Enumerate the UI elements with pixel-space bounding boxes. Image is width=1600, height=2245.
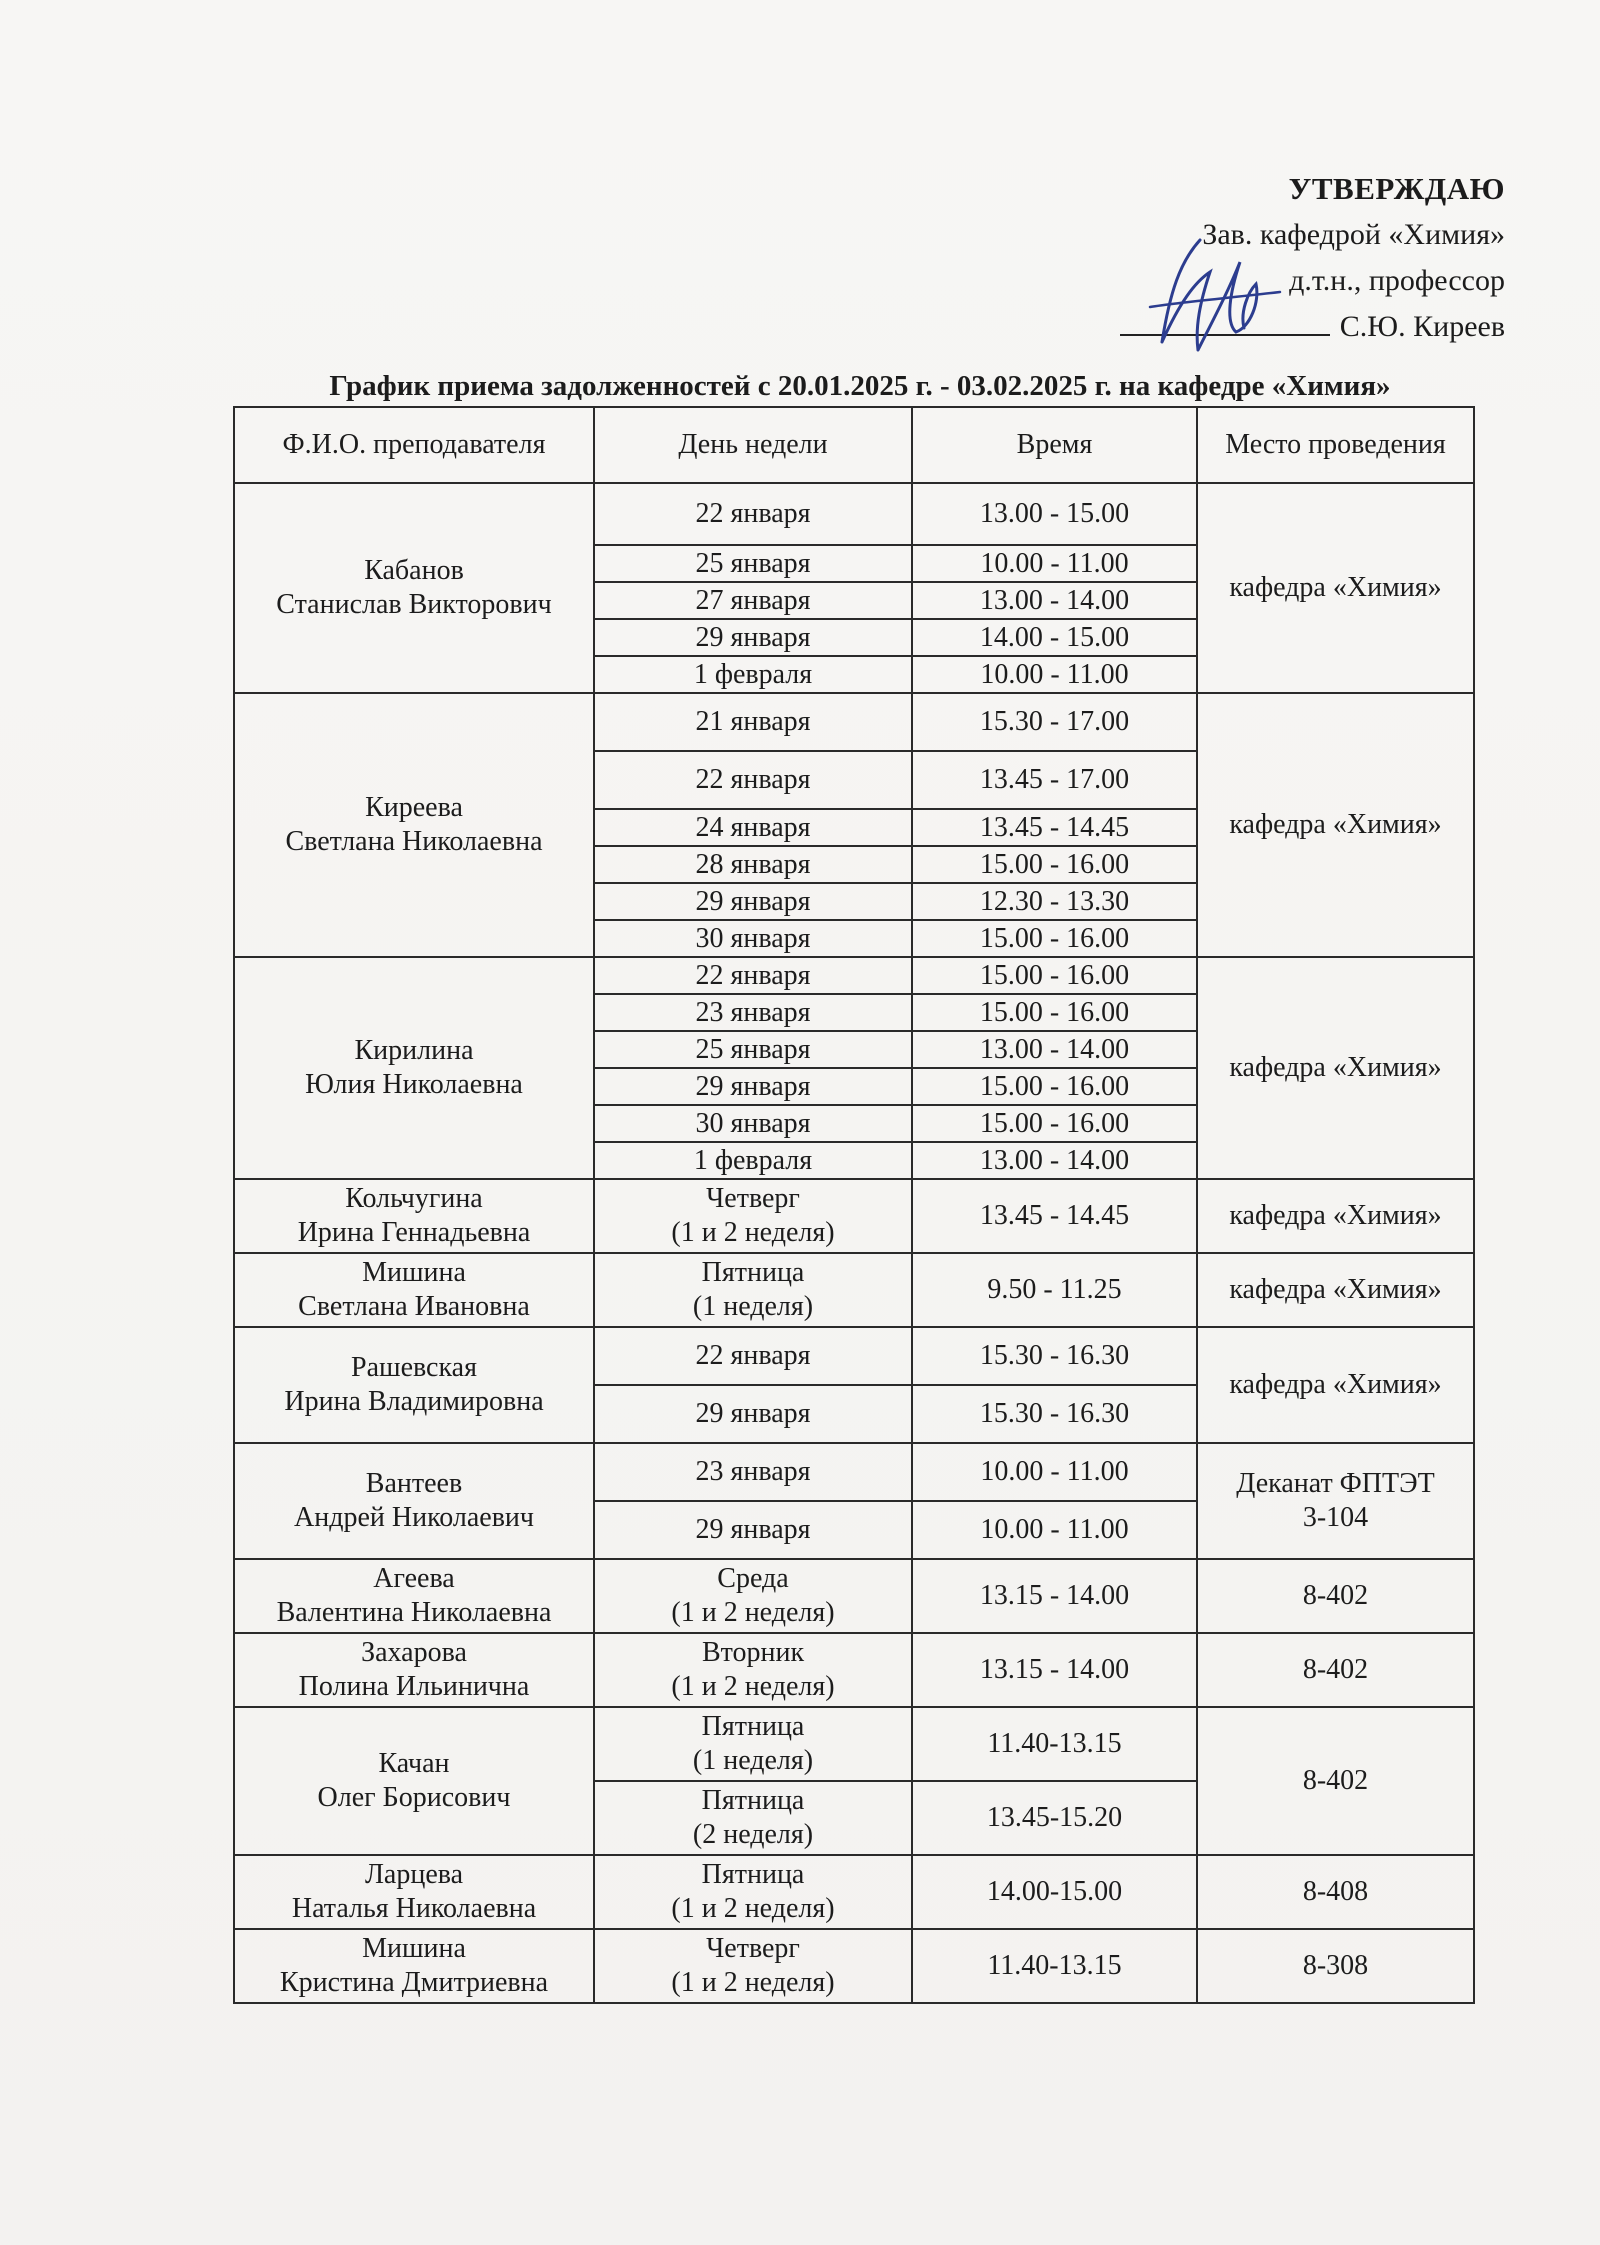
day-line: (1 неделя) bbox=[692, 1745, 814, 1776]
teacher-name-line: Валентина Николаевна bbox=[276, 1597, 552, 1628]
time-cell: 14.00-15.00 bbox=[912, 1855, 1197, 1929]
day-line: 25 января bbox=[695, 1033, 811, 1065]
day-line: 22 января bbox=[695, 764, 811, 795]
approval-signer: С.Ю. Киреев bbox=[1339, 310, 1505, 343]
time-cell: 15.30 - 16.30 bbox=[912, 1385, 1197, 1443]
day-line: Четверг bbox=[706, 1183, 800, 1214]
day-line: 29 января bbox=[695, 885, 811, 917]
day-line: 1 февраля bbox=[693, 658, 813, 690]
teacher-name bbox=[234, 1327, 594, 1443]
column-header: Время bbox=[912, 407, 1197, 483]
teacher-name-line: Наталья Николаевна bbox=[291, 1893, 537, 1924]
day-line: 29 января bbox=[695, 1398, 811, 1429]
time-cell: 13.45 - 14.45 bbox=[912, 1179, 1197, 1253]
time-cell: 9.50 - 11.25 bbox=[912, 1253, 1197, 1327]
teacher-name-line: Ирина Геннадьевна bbox=[297, 1217, 531, 1248]
day-line: 30 января bbox=[695, 922, 811, 954]
table-row bbox=[234, 1179, 1474, 1253]
time-cell: 15.00 - 16.00 bbox=[912, 994, 1197, 1031]
time-cell: 13.15 - 14.00 bbox=[912, 1559, 1197, 1633]
teacher-name bbox=[234, 1855, 594, 1929]
table-row bbox=[234, 1327, 1474, 1385]
day-cell bbox=[594, 846, 912, 883]
day-line: Среда bbox=[717, 1563, 789, 1594]
place-cell: кафедра «Химия» bbox=[1197, 1327, 1474, 1443]
teacher-name-line: Олег Борисович bbox=[317, 1782, 511, 1813]
table-row bbox=[234, 693, 1474, 751]
time-cell: 14.00 - 15.00 bbox=[912, 619, 1197, 656]
day-cell bbox=[594, 1327, 912, 1385]
teacher-name-line: Кристина Дмитриевна bbox=[279, 1967, 549, 1998]
teacher-name bbox=[234, 693, 594, 957]
teacher-name-line: Кольчугина bbox=[345, 1183, 483, 1214]
day-cell bbox=[594, 957, 912, 994]
teacher-name bbox=[234, 1929, 594, 2003]
teacher-name-line: Мишина bbox=[362, 1933, 466, 1964]
day-line: (2 неделя) bbox=[692, 1819, 814, 1850]
day-cell bbox=[594, 1031, 912, 1068]
day-line: 22 января bbox=[695, 959, 811, 991]
day-line: (1 и 2 неделя) bbox=[671, 1217, 835, 1248]
teacher-name-line: Кабанов bbox=[364, 555, 464, 586]
time-cell: 15.00 - 16.00 bbox=[912, 957, 1197, 994]
day-cell bbox=[594, 883, 912, 920]
teacher-name-line: Захарова bbox=[361, 1637, 467, 1668]
day-line: (1 и 2 неделя) bbox=[671, 1967, 835, 1998]
day-cell bbox=[594, 1105, 912, 1142]
time-cell: 13.00 - 14.00 bbox=[912, 1142, 1197, 1179]
day-cell bbox=[594, 1253, 912, 1327]
teacher-name-line: Андрей Николаевич bbox=[294, 1502, 534, 1533]
place-cell: 8-402 bbox=[1197, 1633, 1474, 1707]
table-row bbox=[234, 483, 1474, 545]
time-cell: 10.00 - 11.00 bbox=[912, 1501, 1197, 1559]
day-line: (1 и 2 неделя) bbox=[671, 1597, 835, 1628]
day-line: 25 января bbox=[695, 547, 811, 579]
teacher-name-line: Светлана Ивановна bbox=[298, 1291, 530, 1322]
place-line: Деканат ФПТЭТ bbox=[1236, 1468, 1435, 1499]
teacher-name-line: Вантеев bbox=[365, 1468, 463, 1499]
place-cell bbox=[1197, 1443, 1474, 1559]
teacher-name bbox=[234, 1443, 594, 1559]
day-line: 24 января bbox=[695, 811, 811, 843]
teacher-name-line: Мишина bbox=[362, 1257, 466, 1288]
place-cell: кафедра «Химия» bbox=[1197, 1179, 1474, 1253]
day-line: (1 и 2 неделя) bbox=[671, 1671, 835, 1702]
day-cell bbox=[594, 1781, 912, 1855]
time-cell: 11.40-13.15 bbox=[912, 1929, 1197, 2003]
day-cell bbox=[594, 1855, 912, 1929]
teacher-name-line: Агеева bbox=[373, 1563, 455, 1594]
day-cell bbox=[594, 809, 912, 846]
day-line: 22 января bbox=[695, 498, 811, 529]
place-line: 3-104 bbox=[1302, 1502, 1369, 1533]
day-line: 28 января bbox=[695, 848, 811, 880]
teacher-name-line: Полина Ильинична bbox=[298, 1671, 530, 1702]
column-header: Ф.И.О. преподавателя bbox=[234, 407, 594, 483]
time-cell: 15.00 - 16.00 bbox=[912, 1068, 1197, 1105]
teacher-name-line: Кирилина bbox=[354, 1035, 474, 1066]
day-line: Четверг bbox=[706, 1933, 800, 1964]
teacher-name bbox=[234, 1253, 594, 1327]
day-cell bbox=[594, 656, 912, 693]
table-row bbox=[234, 1633, 1474, 1707]
teacher-name bbox=[234, 1707, 594, 1855]
teacher-name bbox=[234, 957, 594, 1179]
place-cell: 8-402 bbox=[1197, 1707, 1474, 1855]
day-line: Пятница bbox=[701, 1711, 805, 1742]
approval-position: Зав. кафедрой «Химия» bbox=[1202, 218, 1505, 251]
time-cell: 11.40-13.15 bbox=[912, 1707, 1197, 1781]
day-line: 21 января bbox=[695, 706, 811, 737]
day-line: Пятница bbox=[701, 1859, 805, 1890]
time-cell: 13.00 - 14.00 bbox=[912, 582, 1197, 619]
place-cell: кафедра «Химия» bbox=[1197, 693, 1474, 957]
teacher-name-line: Станислав Викторович bbox=[276, 589, 552, 620]
day-line: Вторник bbox=[701, 1637, 805, 1668]
document-title: График приема задолженностей с 20.01.2025 г. - 03.02.2025 г. на кафедре «Химия» bbox=[329, 370, 1391, 402]
day-line: 30 января bbox=[695, 1107, 811, 1139]
column-header: Место проведения bbox=[1197, 407, 1474, 483]
place-cell: кафедра «Химия» bbox=[1197, 483, 1474, 693]
day-cell bbox=[594, 751, 912, 809]
time-cell: 13.45-15.20 bbox=[912, 1781, 1197, 1855]
time-cell: 10.00 - 11.00 bbox=[912, 545, 1197, 582]
time-cell: 13.00 - 14.00 bbox=[912, 1031, 1197, 1068]
day-cell bbox=[594, 1501, 912, 1559]
table-header-row bbox=[234, 407, 1474, 483]
teacher-name bbox=[234, 1633, 594, 1707]
teacher-name bbox=[234, 483, 594, 693]
time-cell: 15.30 - 16.30 bbox=[912, 1327, 1197, 1385]
day-line: 29 января bbox=[695, 1514, 811, 1545]
time-cell: 13.45 - 17.00 bbox=[912, 751, 1197, 809]
teacher-name-line: Светлана Николаевна bbox=[285, 826, 543, 857]
table-row bbox=[234, 1855, 1474, 1929]
day-line: (1 и 2 неделя) bbox=[671, 1893, 835, 1924]
place-cell: 8-308 bbox=[1197, 1929, 1474, 2003]
table-row bbox=[234, 1253, 1474, 1327]
time-cell: 15.00 - 16.00 bbox=[912, 846, 1197, 883]
time-cell: 15.30 - 17.00 bbox=[912, 693, 1197, 751]
day-cell bbox=[594, 619, 912, 656]
time-cell: 13.15 - 14.00 bbox=[912, 1633, 1197, 1707]
day-line: 1 февраля bbox=[693, 1144, 813, 1176]
day-cell bbox=[594, 693, 912, 751]
place-cell: 8-402 bbox=[1197, 1559, 1474, 1633]
day-line: 23 января bbox=[695, 1456, 811, 1487]
teacher-name bbox=[234, 1179, 594, 1253]
day-cell bbox=[594, 582, 912, 619]
table-row bbox=[234, 1443, 1474, 1501]
day-cell bbox=[594, 1633, 912, 1707]
time-cell: 15.00 - 16.00 bbox=[912, 1105, 1197, 1142]
day-line: 22 января bbox=[695, 1340, 811, 1371]
teacher-name-line: Юлия Николаевна bbox=[305, 1069, 523, 1100]
day-cell bbox=[594, 1179, 912, 1253]
day-line: 29 января bbox=[695, 1070, 811, 1102]
table-row bbox=[234, 1707, 1474, 1781]
place-cell: кафедра «Химия» bbox=[1197, 1253, 1474, 1327]
time-cell: 15.00 - 16.00 bbox=[912, 920, 1197, 957]
approval-degree: д.т.н., профессор bbox=[1289, 264, 1505, 297]
day-line: (1 неделя) bbox=[692, 1291, 814, 1322]
teacher-name bbox=[234, 1559, 594, 1633]
time-cell: 13.45 - 14.45 bbox=[912, 809, 1197, 846]
column-header: День недели bbox=[594, 407, 912, 483]
day-cell bbox=[594, 545, 912, 582]
teacher-name-line: Киреева bbox=[365, 792, 463, 823]
day-line: 29 января bbox=[695, 621, 811, 653]
approval-heading: УТВЕРЖДАЮ bbox=[1288, 171, 1505, 206]
day-cell bbox=[594, 483, 912, 545]
time-cell: 10.00 - 11.00 bbox=[912, 656, 1197, 693]
day-line: Пятница bbox=[701, 1257, 805, 1288]
time-cell: 10.00 - 11.00 bbox=[912, 1443, 1197, 1501]
teacher-name-line: Качан bbox=[378, 1748, 450, 1779]
day-cell bbox=[594, 1142, 912, 1179]
time-cell: 13.00 - 15.00 bbox=[912, 483, 1197, 545]
teacher-name-line: Рашевская bbox=[351, 1352, 477, 1383]
day-cell bbox=[594, 920, 912, 957]
day-line: 27 января bbox=[695, 584, 811, 616]
table-row bbox=[234, 1929, 1474, 2003]
place-cell: кафедра «Химия» bbox=[1197, 957, 1474, 1179]
teacher-name-line: Ларцева bbox=[364, 1859, 464, 1890]
time-cell: 12.30 - 13.30 bbox=[912, 883, 1197, 920]
day-cell bbox=[594, 1707, 912, 1781]
place-cell: 8-408 bbox=[1197, 1855, 1474, 1929]
table-row bbox=[234, 1559, 1474, 1633]
day-line: 23 января bbox=[695, 996, 811, 1028]
table-row bbox=[234, 957, 1474, 994]
day-cell bbox=[594, 994, 912, 1031]
day-cell bbox=[594, 1068, 912, 1105]
handwritten-signature bbox=[1140, 232, 1290, 362]
schedule-table bbox=[233, 406, 1475, 2004]
day-cell bbox=[594, 1929, 912, 2003]
day-line: Пятница bbox=[701, 1785, 805, 1816]
day-cell bbox=[594, 1443, 912, 1501]
day-cell bbox=[594, 1385, 912, 1443]
day-cell bbox=[594, 1559, 912, 1633]
teacher-name-line: Ирина Владимировна bbox=[284, 1386, 544, 1417]
